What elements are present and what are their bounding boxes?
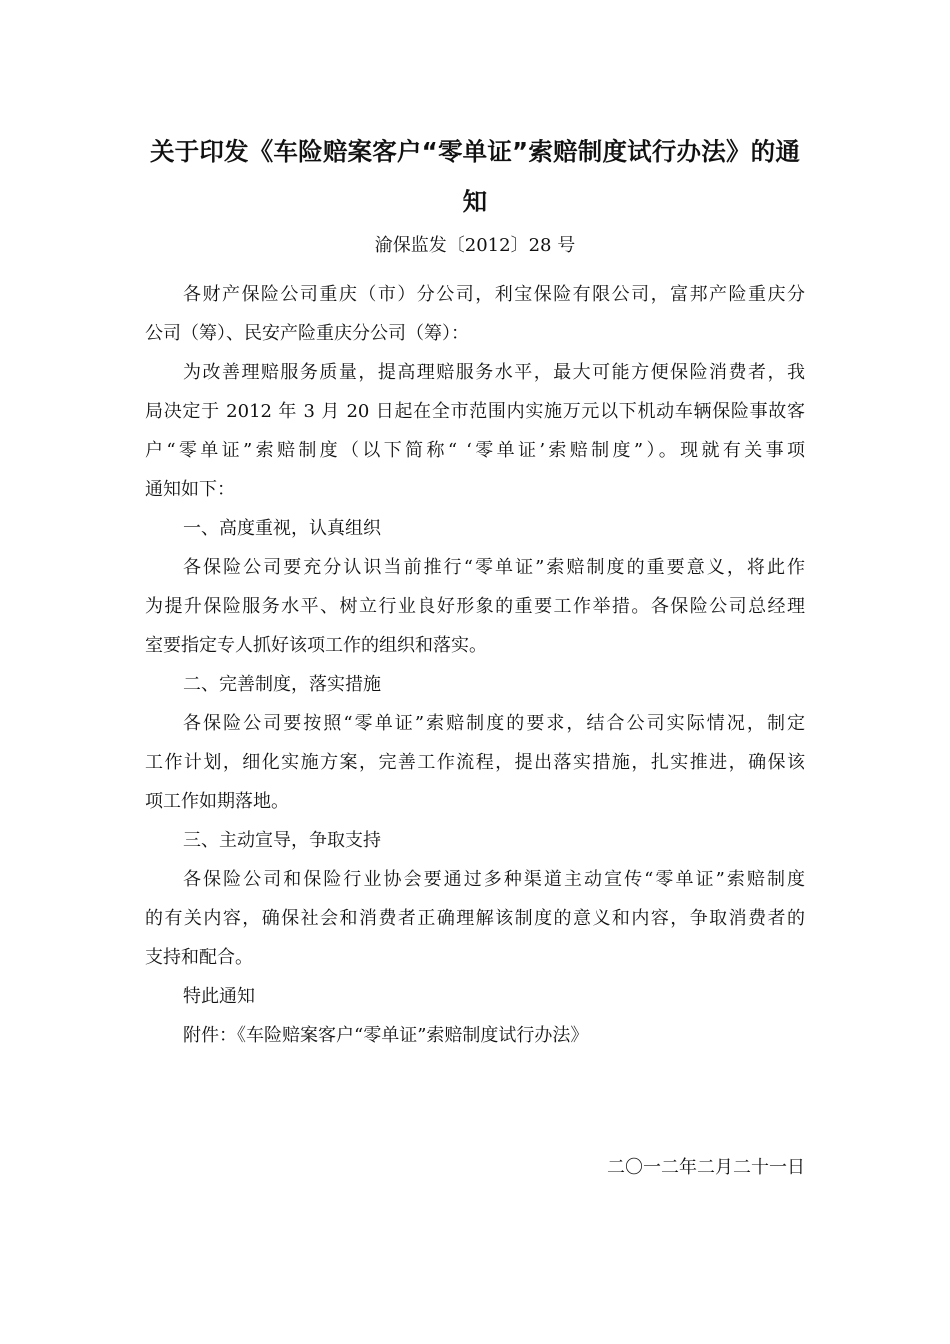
addressee-paragraph	[145, 275, 805, 353]
title-line: 关于印发《车险赔案客户“零单证”索赔制度试行办法》的通	[149, 137, 801, 166]
attachment-text: 附件：《车险赔案客户“零单证”索赔制度试行办法》	[183, 1025, 589, 1046]
text-line: 支持和配合。	[145, 947, 253, 968]
text-line: 工作计划，细化实施方案，完善工作流程，提出落实措施，扎实推进，确保该	[145, 752, 805, 773]
text-line: 局决定于 2012 年 3 月 20 日起在全市范围内实施万元以下机动车辆保险事故客	[145, 401, 805, 422]
closing-line	[145, 977, 805, 1016]
text-line: 公司（筹）、民安产险重庆分公司（筹）：	[145, 323, 469, 344]
document-title	[145, 127, 805, 227]
section-1-paragraph	[145, 548, 805, 665]
text-line: 通知如下：	[145, 479, 235, 500]
document-date: 二〇一二年二月二十一日	[607, 1157, 805, 1178]
heading-text: 一、高度重视，认真组织	[183, 518, 381, 539]
section-3-paragraph	[145, 860, 805, 977]
text-line: 各保险公司要充分认识当前推行“零单证”索赔制度的重要意义，将此作	[183, 557, 805, 578]
attachment-line	[145, 1016, 805, 1055]
text-line: 的有关内容，确保社会和消费者正确理解该制度的意义和内容，争取消费者的	[145, 908, 805, 929]
closing-text: 特此通知	[183, 986, 255, 1007]
text-line: 为提升保险服务水平、树立行业良好形象的重要工作举措。各保险公司总经理	[145, 596, 805, 617]
text-line: 各保险公司要按照“零单证”索赔制度的要求，结合公司实际情况，制定	[183, 713, 805, 734]
section-heading-1	[145, 509, 805, 548]
text-line: 为改善理赔服务质量，提高理赔服务水平，最大可能方便保险消费者，我	[183, 362, 805, 383]
document-body	[145, 275, 805, 1055]
text-line: 户“零单证”索赔制度（以下简称“ ‘零单证’索赔制度”）。现就有关事项	[145, 440, 805, 461]
intro-paragraph	[145, 353, 805, 509]
section-heading-2	[145, 665, 805, 704]
text-line: 室要指定专人抓好该项工作的组织和落实。	[145, 635, 487, 656]
text-line: 各保险公司和保险行业协会要通过多种渠道主动宣传“零单证”索赔制度	[183, 869, 805, 890]
heading-text: 二、完善制度，落实措施	[183, 674, 381, 695]
title-line: 知	[462, 187, 488, 216]
text-line: 项工作如期落地。	[145, 791, 289, 812]
text-line: 各财产保险公司重庆（市）分公司，利宝保险有限公司，富邦产险重庆分	[183, 284, 805, 305]
section-heading-3	[145, 821, 805, 860]
document-number: 渝保监发〔2012〕28 号	[374, 235, 576, 256]
heading-text: 三、主动宣导，争取支持	[183, 830, 381, 851]
section-2-paragraph	[145, 704, 805, 821]
